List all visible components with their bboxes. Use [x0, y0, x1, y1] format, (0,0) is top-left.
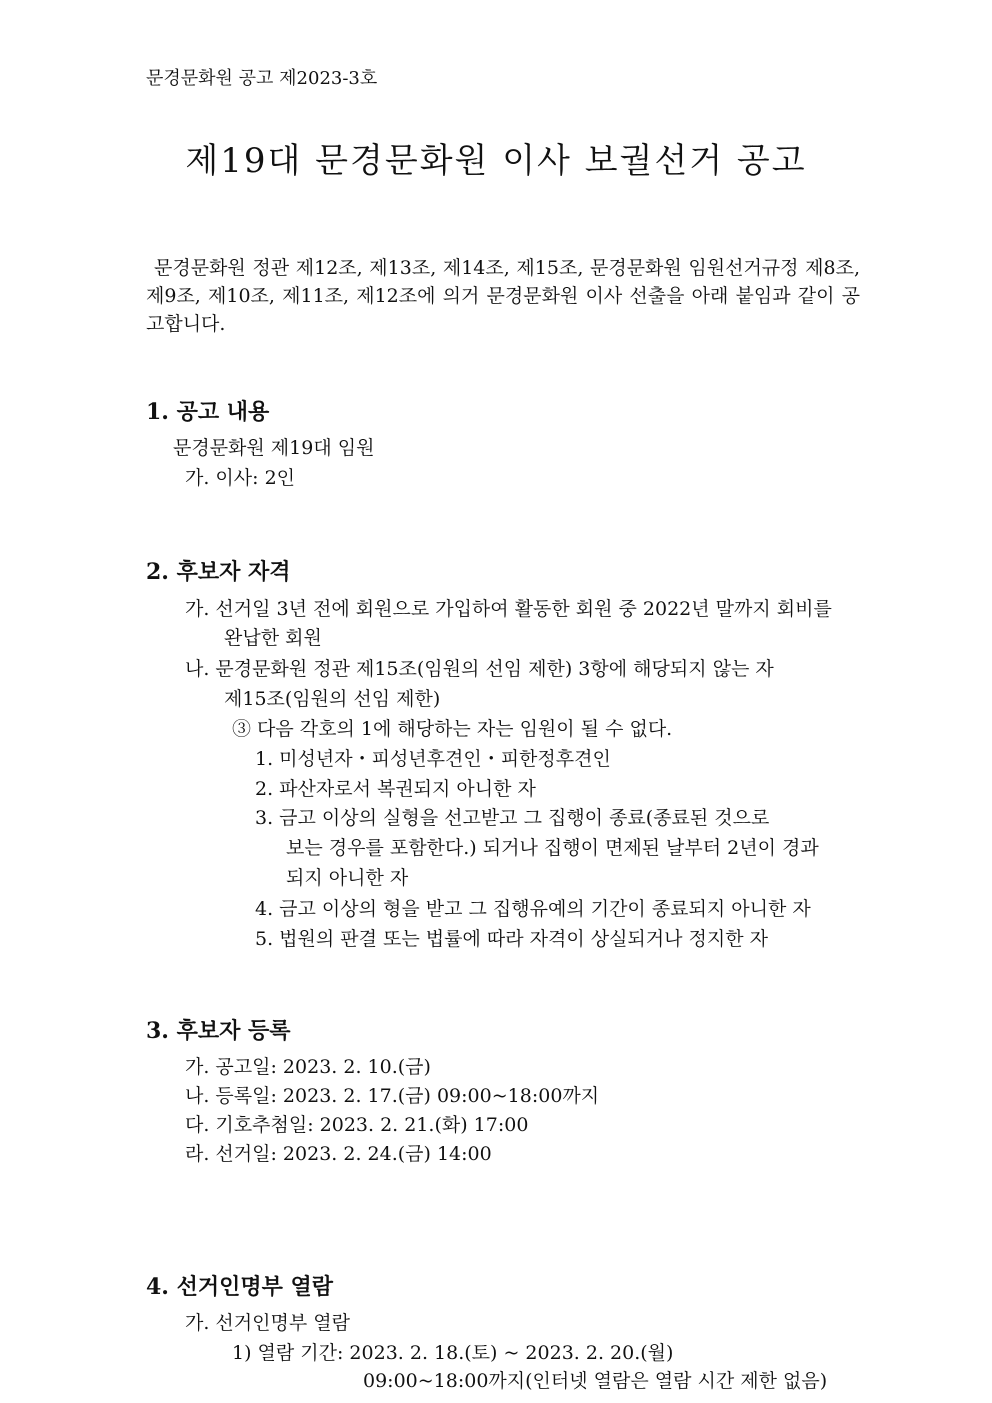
section-3-line: 가. 공고일: 2023. 2. 10.(금): [185, 1056, 431, 1078]
list-item: 3. 금고 이상의 실형을 선고받고 그 집행이 종료(종료된 것으로: [255, 807, 770, 829]
section-2-line: 나. 문경문화원 정관 제15조(임원의 선임 제한) 3항에 해당되지 않는 자: [185, 658, 774, 680]
section-1-line: 가. 이사: 2인: [185, 467, 296, 489]
section-4-line: 가. 선거인명부 열람: [185, 1312, 350, 1334]
section-1-heading: 1. 공고 내용: [146, 399, 270, 425]
list-item: 1. 미성년자・피성년후견인・피한정후견인: [255, 748, 611, 770]
list-item: 2. 파산자로서 복권되지 아니한 자: [255, 778, 536, 800]
list-item: 5. 법원의 판결 또는 법률에 따라 자격이 상실되거나 정지한 자: [255, 928, 768, 950]
section-2-heading: 2. 후보자 자격: [146, 559, 291, 585]
section-2-line: 제15조(임원의 선임 제한): [224, 688, 441, 710]
section-4-line: 09:00~18:00까지(인터넷 열람은 열람 시간 제한 없음): [363, 1370, 828, 1392]
section-1-line: 문경문화원 제19대 임원: [173, 437, 375, 459]
intro-paragraph: 문경문화원 정관 제12조, 제13조, 제14조, 제15조, 문경문화원 임원선거규정 제8조, 제9조, 제10조, 제11조, 제12조에 의거 문경문화원 이사 선출을 아래 붙임과 같이 공고합니다.: [146, 257, 860, 335]
section-2-line: 가. 선거일 3년 전에 회원으로 가입하여 활동한 회원 중 2022년 말까지 회비를: [185, 598, 832, 620]
section-3-line: 다. 기호추첨일: 2023. 2. 21.(화) 17:00: [185, 1114, 529, 1136]
section-2-line: 완납한 회원: [224, 627, 322, 649]
list-item: 되지 아니한 자: [286, 867, 409, 889]
section-4-heading: 4. 선거인명부 열람: [146, 1274, 334, 1300]
section-3-line: 라. 선거일: 2023. 2. 24.(금) 14:00: [185, 1143, 492, 1165]
list-item: 보는 경우를 포함한다.) 되거나 집행이 면제된 날부터 2년이 경과: [286, 837, 819, 859]
section-3-heading: 3. 후보자 등록: [146, 1018, 291, 1044]
list-item: 4. 금고 이상의 형을 받고 그 집행유예의 기간이 종료되지 아니한 자: [255, 898, 811, 920]
page-title: 제19대 문경문화원 이사 보궐선거 공고: [185, 141, 807, 181]
section-4-line: 1) 열람 기간: 2023. 2. 18.(토) ~ 2023. 2. 20.(월): [232, 1342, 674, 1364]
section-2-line: ③ 다음 각호의 1에 해당하는 자는 임원이 될 수 없다.: [232, 718, 673, 740]
section-3-line: 나. 등록일: 2023. 2. 17.(금) 09:00~18:00까지: [185, 1085, 600, 1107]
notice-number: 문경문화원 공고 제2023-3호: [146, 68, 378, 89]
